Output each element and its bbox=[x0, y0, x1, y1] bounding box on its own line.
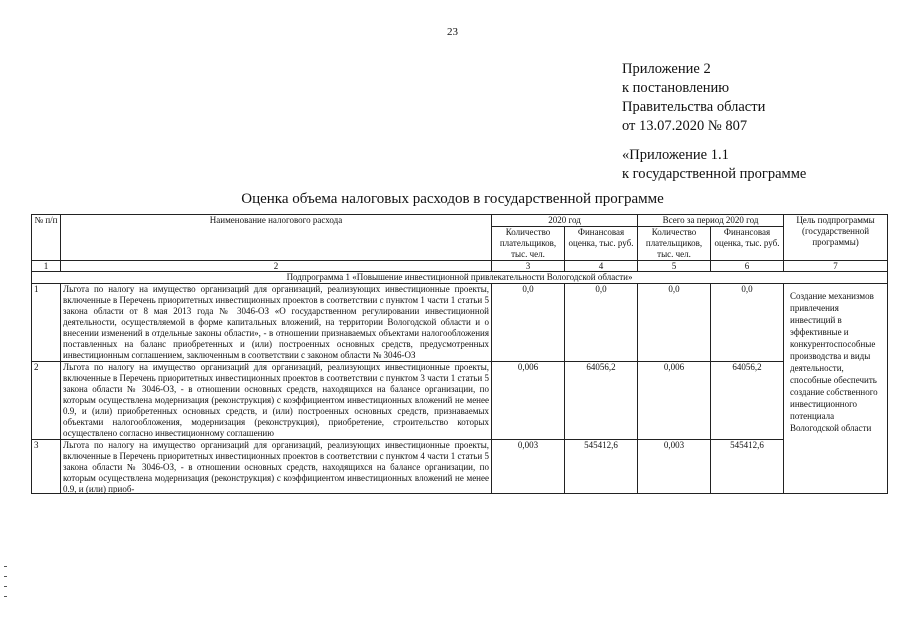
column-number: 7 bbox=[784, 261, 888, 272]
appendix-ref-line: «Приложение 1.1 bbox=[622, 147, 729, 163]
header-count-2020: Количество плательщиков, тыс. чел. bbox=[492, 227, 565, 261]
row-name: Льгота по налогу на имущество организаций для организаций, реализующих инвестиционные проекты, включенные в Перечень приоритетных инвестиционных проектов в соответствии с пунктом 4 части 1 статьи 5 закона области № 3046-ОЗ, - в отношении основных средств, находящихся на балансе организации, по которым осуществлена модернизация (реконструкция) с коэффициентом инвестиционных вложений не менее 0.9, и (или) приоб- bbox=[63, 440, 489, 493]
table-row bbox=[32, 284, 888, 362]
column-number: 3 bbox=[492, 261, 565, 272]
column-number: 1 bbox=[32, 261, 61, 272]
row-num: 2 bbox=[32, 362, 61, 440]
table-row bbox=[32, 440, 888, 494]
header-finance-total: Финансовая оценка, тыс. руб. bbox=[711, 227, 784, 261]
row-name: Льгота по налогу на имущество организаций для организаций, реализующих инвестиционные проекты, включенные в Перечень приоритетных инвестиционных проектов в соответствии с пунктом 3 части 1 статьи 5 закона области № 3046-ОЗ, - в отношении основных средств, находящихся на балансе организации, по которым осуществлена модернизация (реконструкция) с коэффициентом инвестиционных вложений не менее 0.9, и (или) приобретенных основных средств, и (или) построенных основных средств, признаваемых объектами налогообложения, модернизация (реконструкция), приобретение, строительство которых осуществлено согласно инвестиционному соглашению bbox=[61, 362, 492, 440]
header-total-period: Всего за период 2020 год bbox=[638, 215, 784, 227]
row-count-total: 0,006 bbox=[638, 362, 711, 440]
tax-expenditure-table bbox=[31, 214, 888, 494]
row-count-total: 0,0 bbox=[638, 284, 711, 362]
subprogram-goal: Создание механизмов привлечения инвестиций в эффективные и конкурентоспособные производства и виды деятельности, способные обеспечить создание собственного инвестиционного потенциала Вологодской области bbox=[784, 284, 888, 494]
page-number: 23 bbox=[447, 26, 458, 38]
scan-edge-marks bbox=[4, 566, 7, 606]
column-number: 5 bbox=[638, 261, 711, 272]
appendix-line: Приложение 2 bbox=[622, 61, 711, 77]
row-count-total: 0,003 bbox=[638, 440, 711, 494]
appendix-ref-line: к государственной программе bbox=[622, 166, 807, 182]
header-count-total: Количество плательщиков, тыс. чел. bbox=[638, 227, 711, 261]
header-goal: Цель подпрограммы (государственной программы) bbox=[784, 215, 888, 261]
row-name: Льгота по налогу на имущество организаций для организаций, реализующих инвестиционные проекты, включенные в Перечень приоритетных инвестиционных проектов в соответствии с пунктом 1 части 1 статьи 5 закона области от 8 мая 2013 года № 3046-ОЗ «О государственном регулировании инвестиционной деятельности, осуществляемой в форме капитальных вложений, на территории Вологодской области и о внесении изменений в отдельные законы области», - в отношении признаваемых объектами налогообложения поставленных на баланс приобретенных и (или) построенных основных средств, предусмотренных инвестиционным соглашением, заключенным в соответствии с законом области № 3046-ОЗ bbox=[61, 284, 492, 362]
row-finance-total: 0,0 bbox=[711, 284, 784, 362]
column-number: 4 bbox=[565, 261, 638, 272]
document-title: Оценка объема налоговых расходов в государственной программе bbox=[241, 191, 664, 207]
row-finance-2020: 545412,6 bbox=[565, 440, 638, 494]
header-year-2020: 2020 год bbox=[492, 215, 638, 227]
row-count-2020: 0,006 bbox=[492, 362, 565, 440]
row-finance-2020: 64056,2 bbox=[565, 362, 638, 440]
row-finance-total: 545412,6 bbox=[711, 440, 784, 494]
table-row bbox=[32, 362, 888, 440]
column-number-row bbox=[32, 261, 888, 272]
header-num: № п/п bbox=[32, 215, 61, 261]
row-count-2020: 0,003 bbox=[492, 440, 565, 494]
row-finance-2020: 0,0 bbox=[565, 284, 638, 362]
row-num: 1 bbox=[32, 284, 61, 362]
subprogram-row bbox=[32, 272, 888, 284]
row-name-cell bbox=[61, 440, 492, 494]
column-number: 2 bbox=[61, 261, 492, 272]
header-name: Наименование налогового расхода bbox=[61, 215, 492, 261]
appendix-line: Правительства области bbox=[622, 99, 766, 115]
appendix-block bbox=[622, 60, 765, 136]
appendix-line: к постановлению bbox=[622, 80, 730, 96]
row-count-2020: 0,0 bbox=[492, 284, 565, 362]
column-number: 6 bbox=[711, 261, 784, 272]
appendix-line: от 13.07.2020 № 807 bbox=[622, 118, 748, 134]
header-finance-2020: Финансовая оценка, тыс. руб. bbox=[565, 227, 638, 261]
appendix-reference-block bbox=[622, 146, 806, 184]
row-num: 3 bbox=[32, 440, 61, 494]
subprogram-title: Подпрограмма 1 «Повышение инвестиционной привлекательности Вологодской области» bbox=[32, 272, 888, 284]
row-finance-total: 64056,2 bbox=[711, 362, 784, 440]
